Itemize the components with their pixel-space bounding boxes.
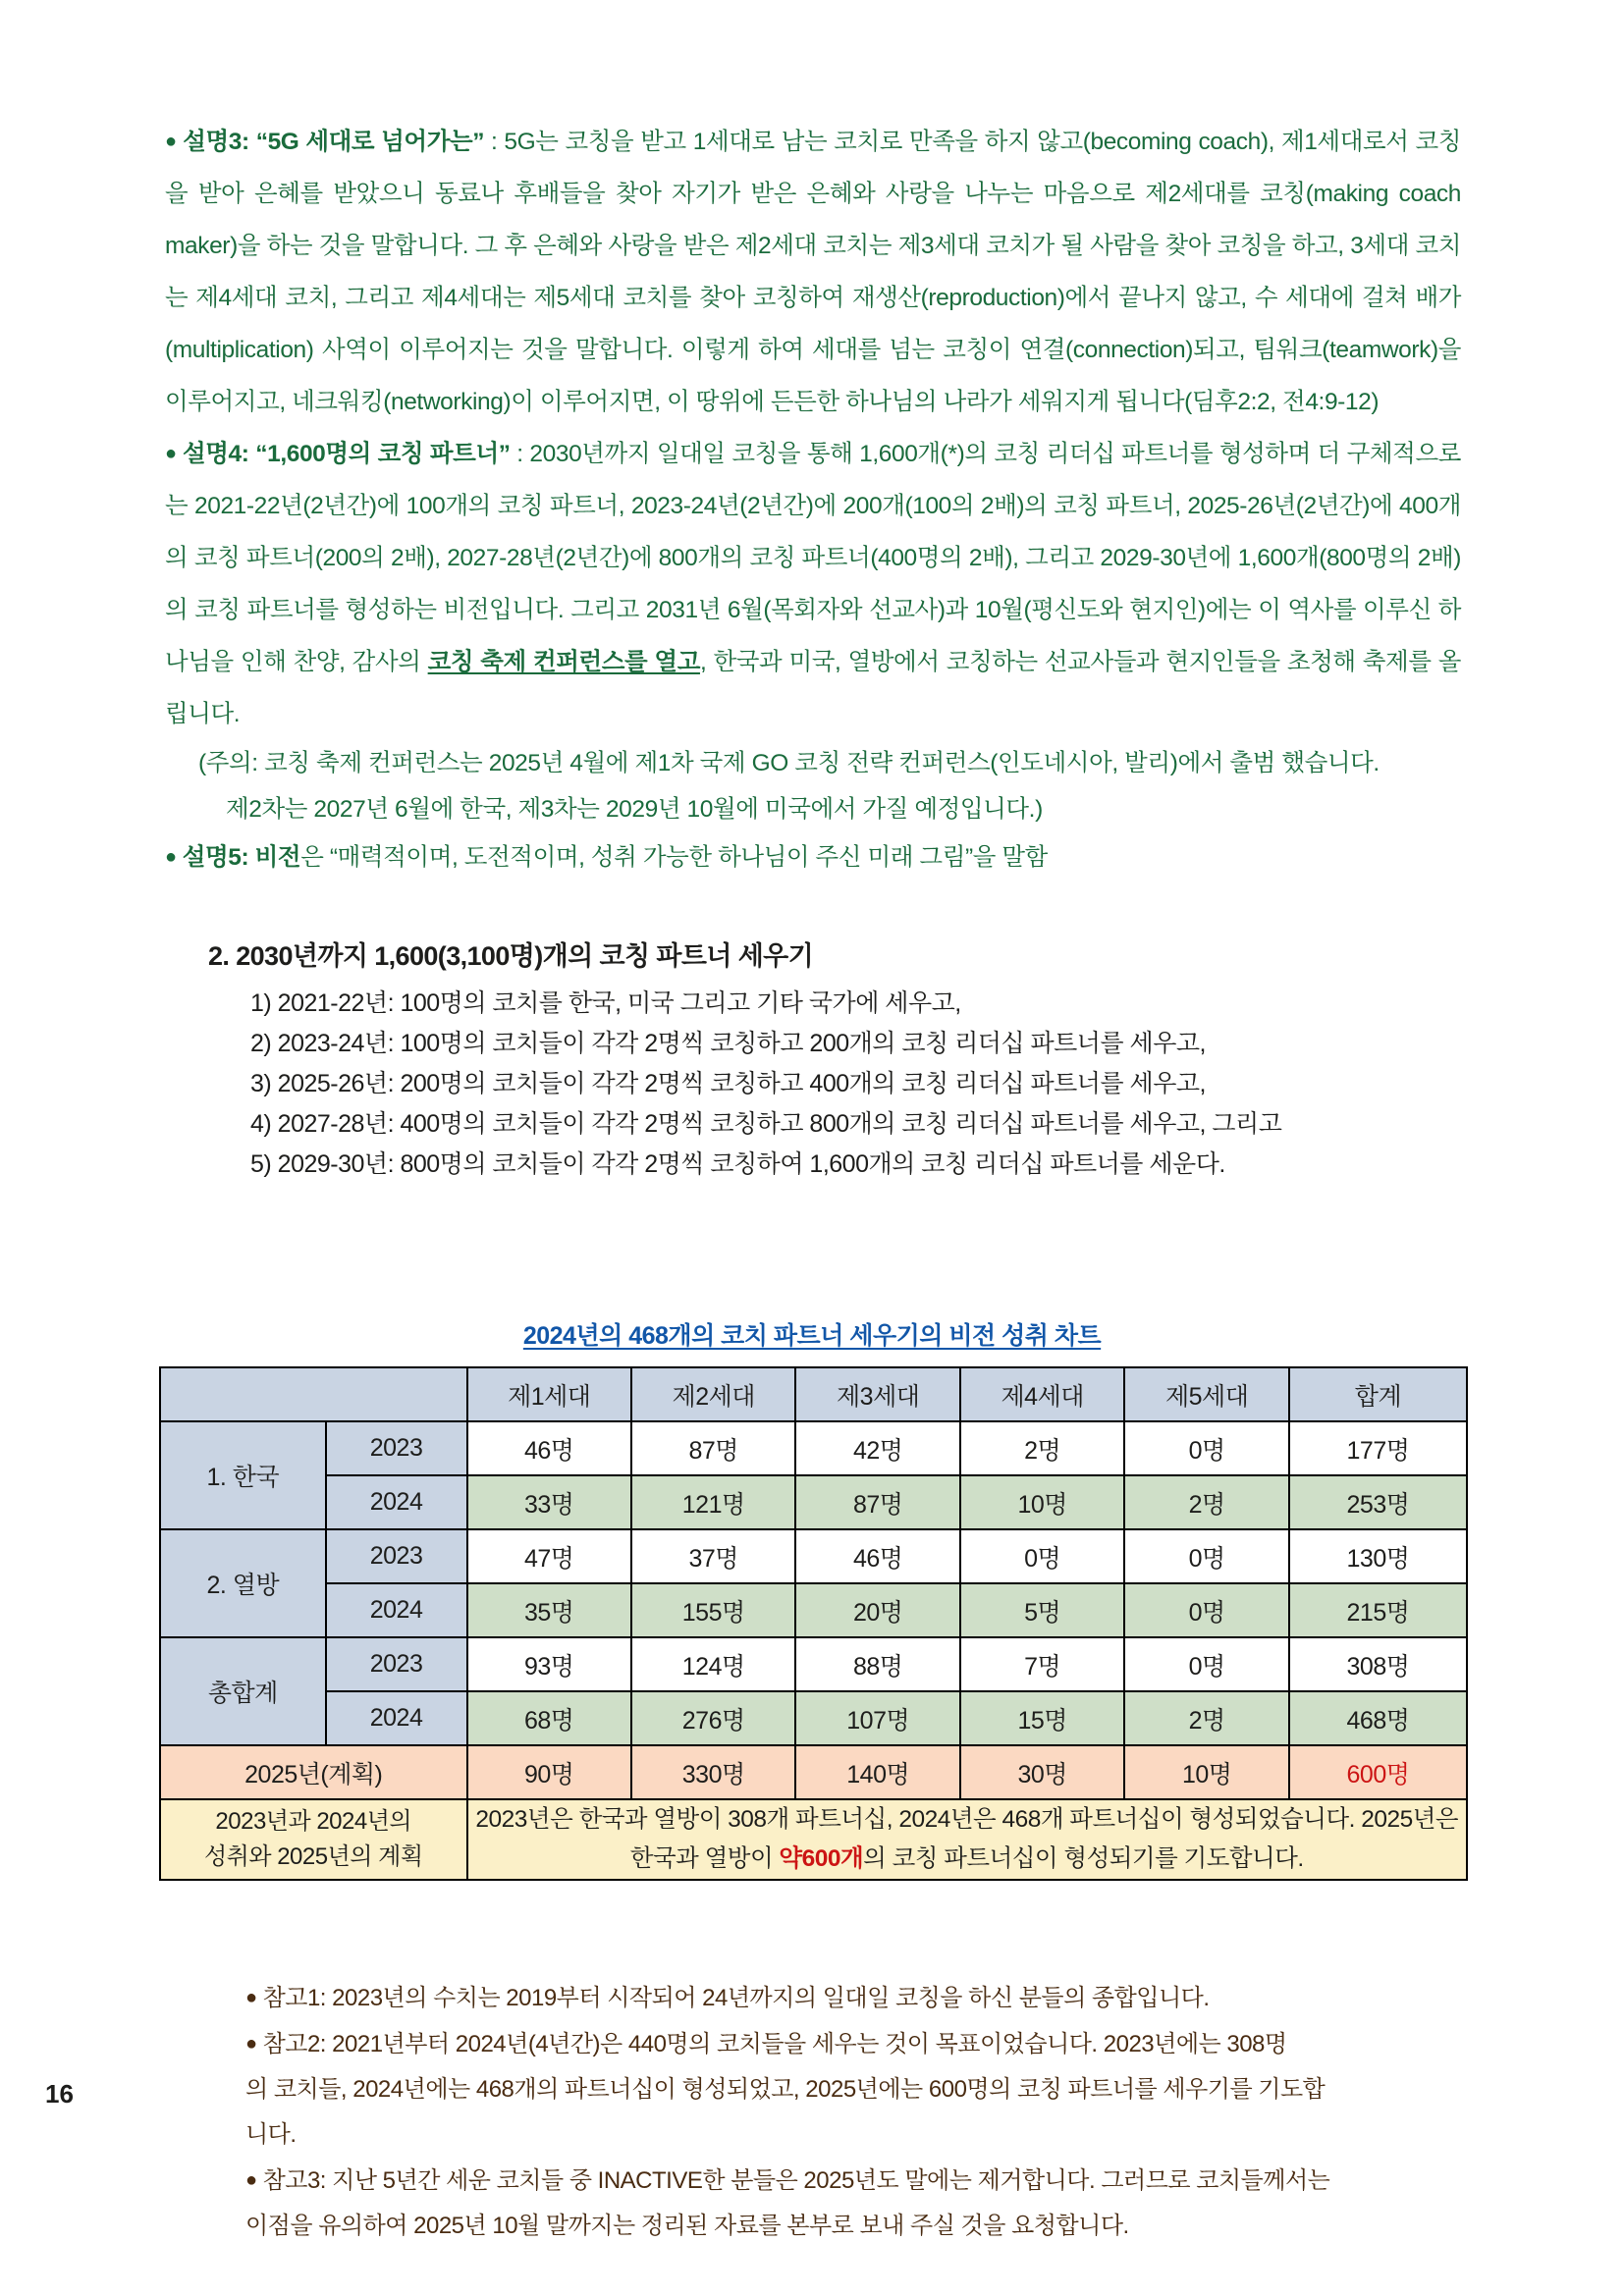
cell-gen4: 5명 — [960, 1583, 1124, 1637]
caution-line-2: 제2차는 2027년 6월에 한국, 제3차는 2029년 10월에 미국에서 가질 예정입니다.) — [226, 796, 1043, 823]
cell-gen1: 47명 — [467, 1529, 631, 1583]
table-row — [160, 1691, 1467, 1745]
cell-gen3: 87명 — [795, 1475, 959, 1529]
plan-cell-gen5: 10명 — [1124, 1745, 1288, 1799]
table-row — [160, 1421, 1467, 1475]
cell-total: 177명 — [1289, 1421, 1467, 1475]
note-2-continuation-2: 니다. — [245, 2121, 297, 2148]
summary-label-line2: 성취와 2025년의 계획 — [203, 1843, 423, 1870]
summary-text — [467, 1799, 1468, 1880]
section-2-item-1: 1) 2021-22년: 100명의 코치를 한국, 미국 그리고 기타 국가에 세우고, — [250, 989, 961, 1017]
explanation-3-label: 설명3: — [183, 129, 249, 155]
note-1-text: 참고1: 2023년의 수치는 2019부터 시작되어 24년까지의 일대일 코칭을 하신 분들의 종합입니다. — [262, 1985, 1210, 2011]
cell-gen2: 37명 — [631, 1529, 795, 1583]
explanation-4-body-part2: , 한국과 미국, 열방에서 코칭하는 선교사들과 현지인들을 초청해 축제를 올립니다. — [165, 649, 1461, 727]
section-2-item-5: 5) 2029-30년: 800명의 코치들이 각각 2명씩 코칭하여 1,600개의 코칭 리더십 파트너를 세운다. — [250, 1150, 1225, 1178]
row-year: 2023 — [326, 1637, 467, 1691]
cell-gen2: 124명 — [631, 1637, 795, 1691]
cell-gen4: 2명 — [960, 1421, 1124, 1475]
col-header-gen3: 제3세대 — [795, 1367, 959, 1421]
cell-gen3: 88명 — [795, 1637, 959, 1691]
bullet-icon: ● — [165, 131, 178, 152]
explanation-4-title: “1,600명의 코칭 파트너” — [255, 441, 511, 467]
explanation-3-body: : 5G는 코칭을 받고 1세대로 남는 코치로 만족을 하지 않고(becoming coach), 제1세대로서 코칭을 받아 은혜를 받았으니 동료나 후배들을 찾아 자기가 받은 은혜와 사랑을 나누는 마음으로 제2세대를 코칭(making coach maker)을 하는 것을 말합니다. 그 후 은혜와 사랑을 받은 제2세대 코치는 제3세대 코치가 될 사람을 찾아 코칭을 하고, 3세대 코치는 제4세대 코치, 그리고 제4세대는 제5세대 코치를 찾아 코칭하여 재생산(reproduction)에서 끝나지 않고, 수 세대에 걸쳐 배가(multiplication) 사역이 이루어지는 것을 말합니다. 이렇게 하여 세대를 넘는 코칭이 연결(connection)되고, 팀워크(teamwork)을 이루어지고, 네크워킹(networking)이 이루어지면, 이 땅위에 든든한 하나님의 나라가 세워지게 됩니다(딤후2:2, 전4:9-12) — [165, 129, 1461, 415]
cell-gen3: 46명 — [795, 1529, 959, 1583]
summary-row — [160, 1799, 1467, 1880]
explanation-3-paragraph — [165, 116, 1461, 428]
bullet-icon: ● — [165, 443, 177, 464]
plan-cell-gen2: 330명 — [631, 1745, 795, 1799]
cell-gen5: 0명 — [1124, 1421, 1288, 1475]
explanation-4-paragraph — [165, 428, 1461, 740]
cell-gen3: 20명 — [795, 1583, 959, 1637]
summary-text-before: 2023년은 한국과 열방이 308개 파트너십, 2024년은 468개 파트너십이 형성되었습니다. 2025년은 한국과 열방이 — [475, 1806, 1459, 1872]
explanation-5-label: 설명5: — [182, 844, 249, 871]
cell-gen1: 35명 — [467, 1583, 631, 1637]
bullet-icon: ● — [245, 1987, 257, 2008]
cell-gen1: 93명 — [467, 1637, 631, 1691]
table-row — [160, 1583, 1467, 1637]
col-header-total: 합계 — [1289, 1367, 1467, 1421]
plan-row — [160, 1745, 1467, 1799]
green-explanation-block — [165, 116, 1461, 882]
table-row — [160, 1637, 1467, 1691]
explanation-4-label: 설명4: — [183, 441, 249, 467]
col-header-gen4: 제4세대 — [960, 1367, 1124, 1421]
cell-gen2: 121명 — [631, 1475, 795, 1529]
col-header-gen1: 제1세대 — [467, 1367, 631, 1421]
note-2-continuation-1: 의 코치들, 2024년에는 468개의 파트너십이 형성되었고, 2025년에는 600명의 코칭 파트너를 세우기를 기도합 — [245, 2076, 1326, 2103]
row-year: 2023 — [326, 1421, 467, 1475]
row-year: 2023 — [326, 1529, 467, 1583]
note-1 — [245, 1975, 1473, 2021]
cell-gen5: 0명 — [1124, 1583, 1288, 1637]
cell-gen4: 7명 — [960, 1637, 1124, 1691]
cell-gen4: 15명 — [960, 1691, 1124, 1745]
cell-total: 130명 — [1289, 1529, 1467, 1583]
section-2-list — [250, 984, 1468, 1185]
explanation-4-body-part1: : 2030년까지 일대일 코칭을 통해 1,600개(*)의 코칭 리더십 파트너를 형성하며 더 구체적으로는 2021-22년(2년간)에 100개의 코칭 파트너, 2023-24년(2년간)에 200개(100의 2배)의 코칭 파트너, 2025-26년(2년간)에 400개의 코칭 파트너(200의 2배), 2027-28년(2년간)에 800개의 코칭 파트너(400명의 2배), 그리고 2029-30년에 1,600개(800명의 2배)의 코칭 파트너를 형성하는 비전입니다. 그리고 2031년 6월(목회자와 선교사)과 10월(평신도와 현지인)에는 이 역사를 이루신 하나님을 인해 찬양, 감사의 — [165, 441, 1461, 675]
cell-gen3: 107명 — [795, 1691, 959, 1745]
row-group-total: 총합계 — [160, 1637, 326, 1745]
plan-cell-gen1: 90명 — [467, 1745, 631, 1799]
conference-highlight: 코칭 축제 컨퍼런스를 열고 — [427, 649, 700, 675]
cell-gen5: 2명 — [1124, 1691, 1288, 1745]
col-header-gen5: 제5세대 — [1124, 1367, 1288, 1421]
cell-gen2: 276명 — [631, 1691, 795, 1745]
cell-gen2: 155명 — [631, 1583, 795, 1637]
plan-row-label: 2025년(계획) — [160, 1745, 467, 1799]
bullet-icon: ● — [245, 2033, 257, 2055]
section-2-item-2: 2) 2023-24년: 100명의 코치들이 각각 2명씩 코칭하고 200개의 코칭 리더십 파트너를 세우고, — [250, 1030, 1206, 1057]
note-3-continuation: 이점을 유의하여 2025년 10월 말까지는 정리된 자료를 본부로 보내 주실 것을 요청합니다. — [245, 2213, 1129, 2239]
explanation-5-paragraph — [165, 832, 1461, 882]
note-3 — [245, 2158, 1473, 2204]
caution-line-1: (주의: 코칭 축제 컨퍼런스는 2025년 4월에 제1차 국제 GO 코칭 전략 컨퍼런스(인도네시아, 발리)에서 출범 했습니다. — [198, 750, 1380, 776]
summary-label-line1: 2023년과 2024년의 — [215, 1808, 412, 1835]
row-group-korea: 1. 한국 — [160, 1421, 326, 1529]
note-2-text: 참고2: 2021년부터 2024년(4년간)은 440명의 코치들을 세우는 것이 목표이었습니다. 2023년에는 308명 — [262, 2031, 1287, 2057]
cell-gen3: 42명 — [795, 1421, 959, 1475]
section-2-item-3: 3) 2025-26년: 200명의 코치들이 각각 2명씩 코칭하고 400개의 코칭 리더십 파트너를 세우고, — [250, 1070, 1206, 1097]
row-year: 2024 — [326, 1691, 467, 1745]
cell-gen4: 0명 — [960, 1529, 1124, 1583]
bullet-icon: ● — [245, 2169, 257, 2191]
row-year: 2024 — [326, 1583, 467, 1637]
cell-gen1: 68명 — [467, 1691, 631, 1745]
explanation-5-keyword: 비전 — [254, 844, 301, 871]
cell-gen5: 2명 — [1124, 1475, 1288, 1529]
table-header-row — [160, 1367, 1467, 1421]
note-2 — [245, 2021, 1473, 2067]
cell-total: 468명 — [1289, 1691, 1467, 1745]
col-header-gen2: 제2세대 — [631, 1367, 795, 1421]
cell-gen5: 0명 — [1124, 1637, 1288, 1691]
table-corner-cell — [160, 1367, 467, 1421]
summary-label — [160, 1799, 467, 1880]
cell-total: 215명 — [1289, 1583, 1467, 1637]
summary-text-after: 의 코칭 파트너십이 형성되기를 기도합니다. — [863, 1845, 1304, 1872]
bullet-icon: ● — [165, 846, 177, 868]
plan-cell-total: 600명 — [1289, 1745, 1467, 1799]
plan-cell-gen3: 140명 — [795, 1745, 959, 1799]
table-row — [160, 1529, 1467, 1583]
cell-gen1: 46명 — [467, 1421, 631, 1475]
page-number: 16 — [45, 2079, 74, 2109]
cell-gen5: 0명 — [1124, 1529, 1288, 1583]
summary-highlight-600: 약600개 — [779, 1845, 864, 1872]
row-group-nations: 2. 열방 — [160, 1529, 326, 1637]
section-2-heading: 2. 2030년까지 1,600(3,100명)개의 코칭 파트너 세우기 — [208, 941, 814, 971]
cell-total: 308명 — [1289, 1637, 1467, 1691]
table-row — [160, 1475, 1467, 1529]
section-2-item-4: 4) 2027-28년: 400명의 코치들이 각각 2명씩 코칭하고 800개의 코칭 리더십 파트너를 세우고, 그리고 — [250, 1110, 1282, 1138]
bottom-notes-block — [245, 1975, 1473, 2249]
cell-gen2: 87명 — [631, 1421, 795, 1475]
cell-total: 253명 — [1289, 1475, 1467, 1529]
cell-gen1: 33명 — [467, 1475, 631, 1529]
cell-gen4: 10명 — [960, 1475, 1124, 1529]
vision-table-wrapper — [159, 1366, 1468, 1881]
row-year: 2024 — [326, 1475, 467, 1529]
plan-cell-gen4: 30명 — [960, 1745, 1124, 1799]
explanation-5-body: 은 “매력적이며, 도전적이며, 성취 가능한 하나님이 주신 미래 그림”을 말함 — [300, 844, 1048, 871]
explanation-3-title: “5G 세대로 넘어가는” — [255, 129, 485, 155]
vision-chart-title: 2024년의 468개의 코치 파트너 세우기의 비전 성취 차트 — [522, 1322, 1102, 1350]
vision-achievement-table — [159, 1366, 1468, 1881]
note-3-text: 참고3: 지난 5년간 세운 코치들 중 INACTIVE한 분들은 2025년도 말에는 제거합니다. 그러므로 코치들께서는 — [262, 2167, 1330, 2194]
